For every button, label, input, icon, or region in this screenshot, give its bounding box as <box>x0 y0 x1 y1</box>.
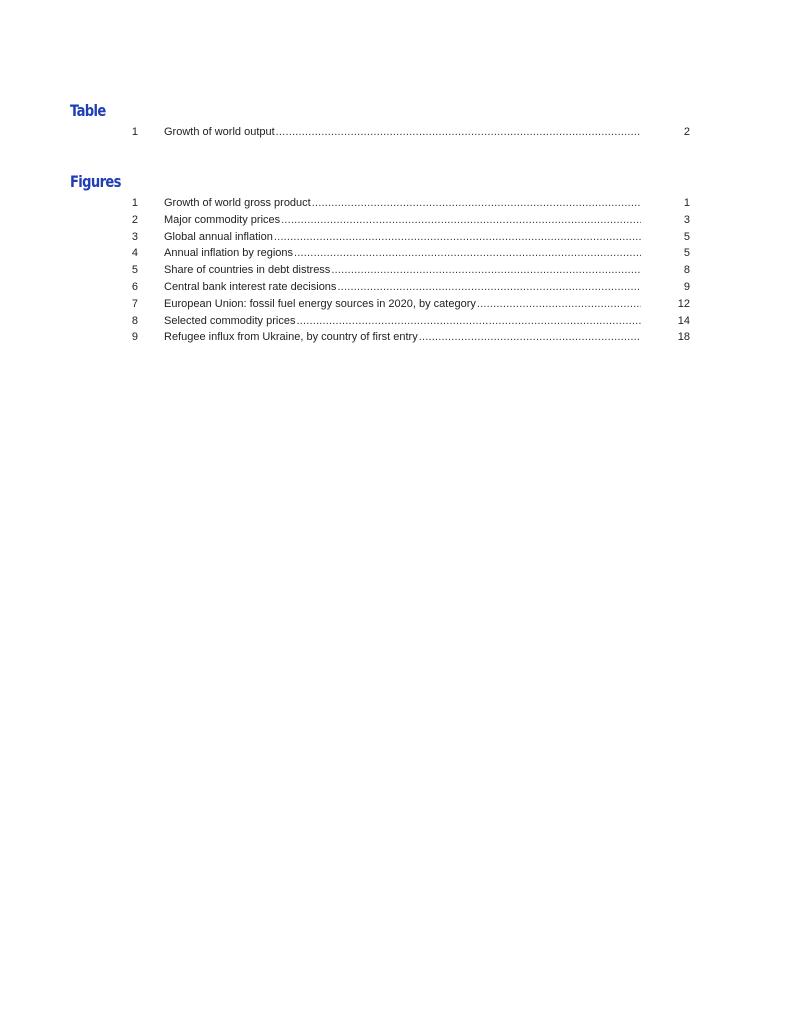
entry-number: 5 <box>131 264 138 277</box>
entry-leader <box>164 296 641 313</box>
figures-heading: Figures <box>70 172 121 191</box>
entry-leader <box>164 195 641 212</box>
entry-number: 3 <box>131 230 138 243</box>
figure-entry-5[interactable] <box>0 262 791 279</box>
entry-title: Major commodity prices <box>164 213 281 226</box>
entry-title: Annual inflation by regions <box>164 247 294 260</box>
figure-entry-4[interactable] <box>0 245 791 262</box>
entry-title: Central bank interest rate decisions <box>164 280 337 293</box>
entry-page-number: 1 <box>683 197 690 209</box>
figure-entry-9[interactable] <box>0 329 791 346</box>
figure-entry-7[interactable] <box>0 296 791 313</box>
entry-leader <box>164 212 641 229</box>
dot-leader <box>419 329 641 346</box>
entry-leader <box>164 245 641 262</box>
dot-leader <box>331 262 641 279</box>
figure-entry-8[interactable] <box>0 313 791 330</box>
figure-entry-6[interactable] <box>0 279 791 296</box>
entry-title: Share of countries in debt distress <box>164 264 331 277</box>
entry-leader <box>164 124 641 141</box>
entry-title: Selected commodity prices <box>164 314 296 327</box>
entry-page-number: 12 <box>677 297 690 310</box>
dot-leader <box>276 124 641 141</box>
entry-page-number: 18 <box>677 331 690 344</box>
entry-page-number: 14 <box>677 314 690 327</box>
entry-number: 9 <box>131 331 138 344</box>
entry-title: Refugee influx from Ukraine, by country of first entry <box>164 331 418 344</box>
dot-leader <box>337 279 641 296</box>
entry-page-number: 5 <box>683 230 690 243</box>
figure-entry-1[interactable] <box>0 195 791 212</box>
entry-leader <box>164 329 641 346</box>
entry-page-number: 3 <box>683 213 690 226</box>
entry-leader <box>164 313 641 330</box>
entry-page-number: 2 <box>683 126 690 138</box>
entry-number: 1 <box>131 126 138 138</box>
entry-title: Growth of world gross product <box>164 197 311 209</box>
entry-page-number: 9 <box>683 280 690 293</box>
entry-page-number: 5 <box>683 247 690 260</box>
tables-list <box>0 124 791 141</box>
entry-number: 4 <box>131 247 138 260</box>
dot-leader <box>477 296 641 313</box>
entry-title: Global annual inflation <box>164 230 273 243</box>
entry-leader <box>164 279 641 296</box>
entry-number: 7 <box>131 297 138 310</box>
figure-entry-2[interactable] <box>0 212 791 229</box>
figure-entry-3[interactable] <box>0 229 791 246</box>
dot-leader <box>312 195 641 212</box>
figures-list <box>0 195 791 346</box>
entry-number: 8 <box>131 314 138 327</box>
entry-number: 2 <box>131 213 138 226</box>
entry-page-number: 8 <box>683 264 690 277</box>
dot-leader <box>296 313 641 330</box>
entry-leader <box>164 229 641 246</box>
entry-number: 6 <box>131 280 138 293</box>
tables-heading: Table <box>70 101 106 120</box>
table-entry-1[interactable] <box>0 124 791 141</box>
dot-leader <box>294 245 641 262</box>
entry-number: 1 <box>131 197 138 209</box>
dot-leader <box>274 229 641 246</box>
dot-leader <box>281 212 641 229</box>
entry-title: European Union: fossil fuel energy sources in 2020, by category <box>164 297 476 310</box>
entry-leader <box>164 262 641 279</box>
entry-title: Growth of world output <box>164 126 275 138</box>
